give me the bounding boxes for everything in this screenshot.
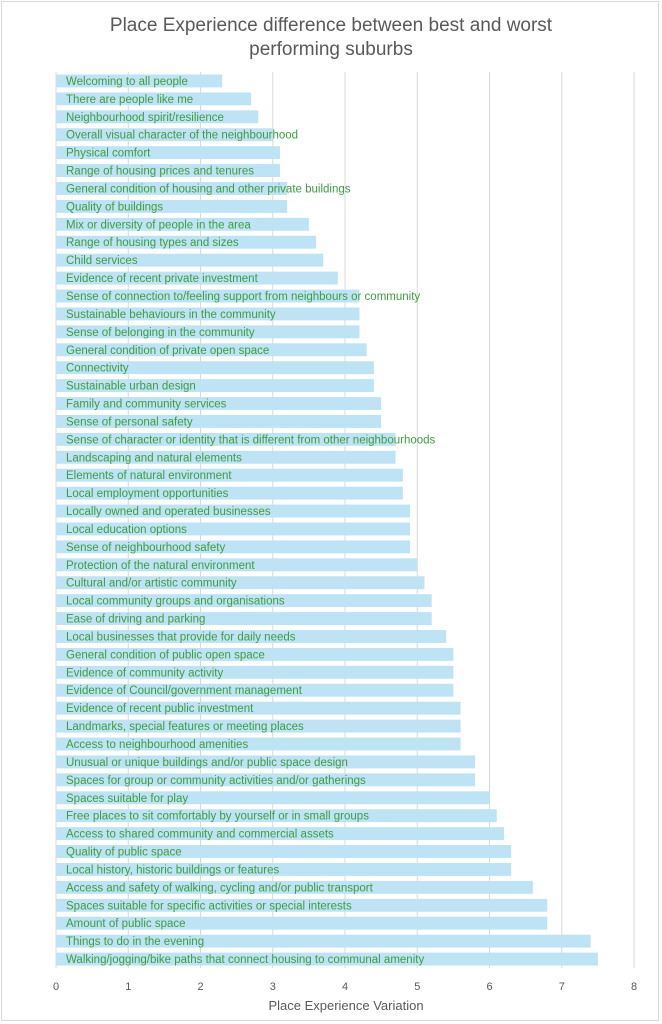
category-label: Spaces suitable for play	[66, 792, 189, 805]
category-label: Amount of public space	[66, 918, 186, 931]
category-label: Mix or diversity of people in the area	[66, 219, 251, 232]
category-label: There are people like me	[66, 93, 194, 106]
category-label: Evidence of recent public investment	[66, 703, 254, 716]
category-label: Access and safety of walking, cycling and/or public transport	[66, 882, 373, 895]
category-label: Family and community services	[66, 398, 227, 411]
category-label: Neighbourhood spirit/resilience	[66, 111, 224, 124]
category-label: Welcoming to all people	[66, 75, 188, 88]
x-tick-label: 1	[125, 981, 132, 993]
category-label: Sense of connection to/feeling support from neighbours or community	[66, 291, 421, 303]
x-tick-label: 0	[52, 981, 60, 993]
category-label: Locally owned and operated businesses	[66, 506, 271, 519]
category-label: Sense of character or identity that is different from other neighbourhoods	[66, 434, 436, 447]
chart-title-line-2: performing suburbs	[249, 39, 413, 60]
category-label: General condition of private open space	[66, 344, 270, 357]
category-label: Spaces suitable for specific activities or special interests	[66, 900, 352, 913]
category-label: Evidence of recent private investment	[66, 273, 258, 286]
category-label: Landmarks, special features or meeting places	[66, 721, 304, 734]
x-axis-tick-labels	[53, 981, 637, 993]
category-label: Unusual or unique buildings and/or public space design	[66, 756, 348, 769]
chart-title-line-1: Place Experience difference between best and worst	[109, 15, 553, 36]
category-label: Sense of personal safety	[66, 416, 193, 429]
x-tick-label: 4	[341, 981, 349, 993]
category-label: Evidence of community activity	[66, 667, 224, 680]
x-tick-label: 5	[414, 981, 421, 993]
category-label: Spaces for group or community activities and/or gatherings	[66, 774, 366, 787]
x-tick-label: 2	[197, 981, 204, 993]
category-label: Local employment opportunities	[66, 488, 229, 501]
category-label: Connectivity	[66, 362, 129, 375]
category-label: General condition of public open space	[66, 649, 265, 662]
category-label: Local education options	[66, 523, 187, 536]
category-label: Local community groups and organisations	[66, 595, 285, 608]
category-label: Child services	[66, 255, 138, 268]
category-label: Access to shared community and commercial assets	[66, 828, 334, 841]
category-label: Range of housing types and sizes	[66, 237, 239, 250]
category-label: Range of housing prices and tenures	[66, 165, 254, 178]
category-label: Quality of public space	[66, 846, 182, 859]
category-label: Cultural and/or artistic community	[66, 577, 237, 590]
x-axis-title: Place Experience Variation	[268, 998, 424, 1013]
category-label: Elements of natural environment	[66, 470, 232, 483]
category-label: Landscaping and natural elements	[66, 452, 242, 465]
category-label: Walking/jogging/bike paths that connect housing to communal amenity	[66, 954, 425, 967]
category-label: Physical comfort	[66, 147, 151, 160]
category-label: Things to do in the evening	[66, 936, 205, 949]
category-label: Overall visual character of the neighbourhood	[66, 129, 299, 142]
category-label: Quality of buildings	[66, 201, 164, 214]
category-label: Sense of neighbourhood safety	[66, 541, 226, 554]
category-label: General condition of housing and other private buildings	[66, 183, 351, 196]
category-label: Access to neighbourhood amenities	[66, 739, 249, 751]
category-label: Free places to sit comfortably by yourself or in small groups	[66, 810, 369, 823]
x-tick-label: 3	[269, 981, 276, 993]
x-tick-label: 6	[486, 981, 493, 993]
category-label: Sustainable urban design	[66, 380, 196, 393]
category-label: Evidence of Council/government management	[66, 685, 302, 698]
category-label: Protection of the natural environment	[66, 559, 255, 572]
x-tick-label: 7	[558, 981, 565, 993]
category-label: Sustainable behaviours in the community	[66, 308, 276, 321]
category-label: Sense of belonging in the community	[66, 326, 255, 339]
category-label: Local businesses that provide for daily needs	[66, 631, 296, 644]
category-label: Local history, historic buildings or features	[66, 864, 280, 877]
category-label: Ease of driving and parking	[66, 613, 206, 626]
x-tick-label: 8	[630, 981, 638, 993]
